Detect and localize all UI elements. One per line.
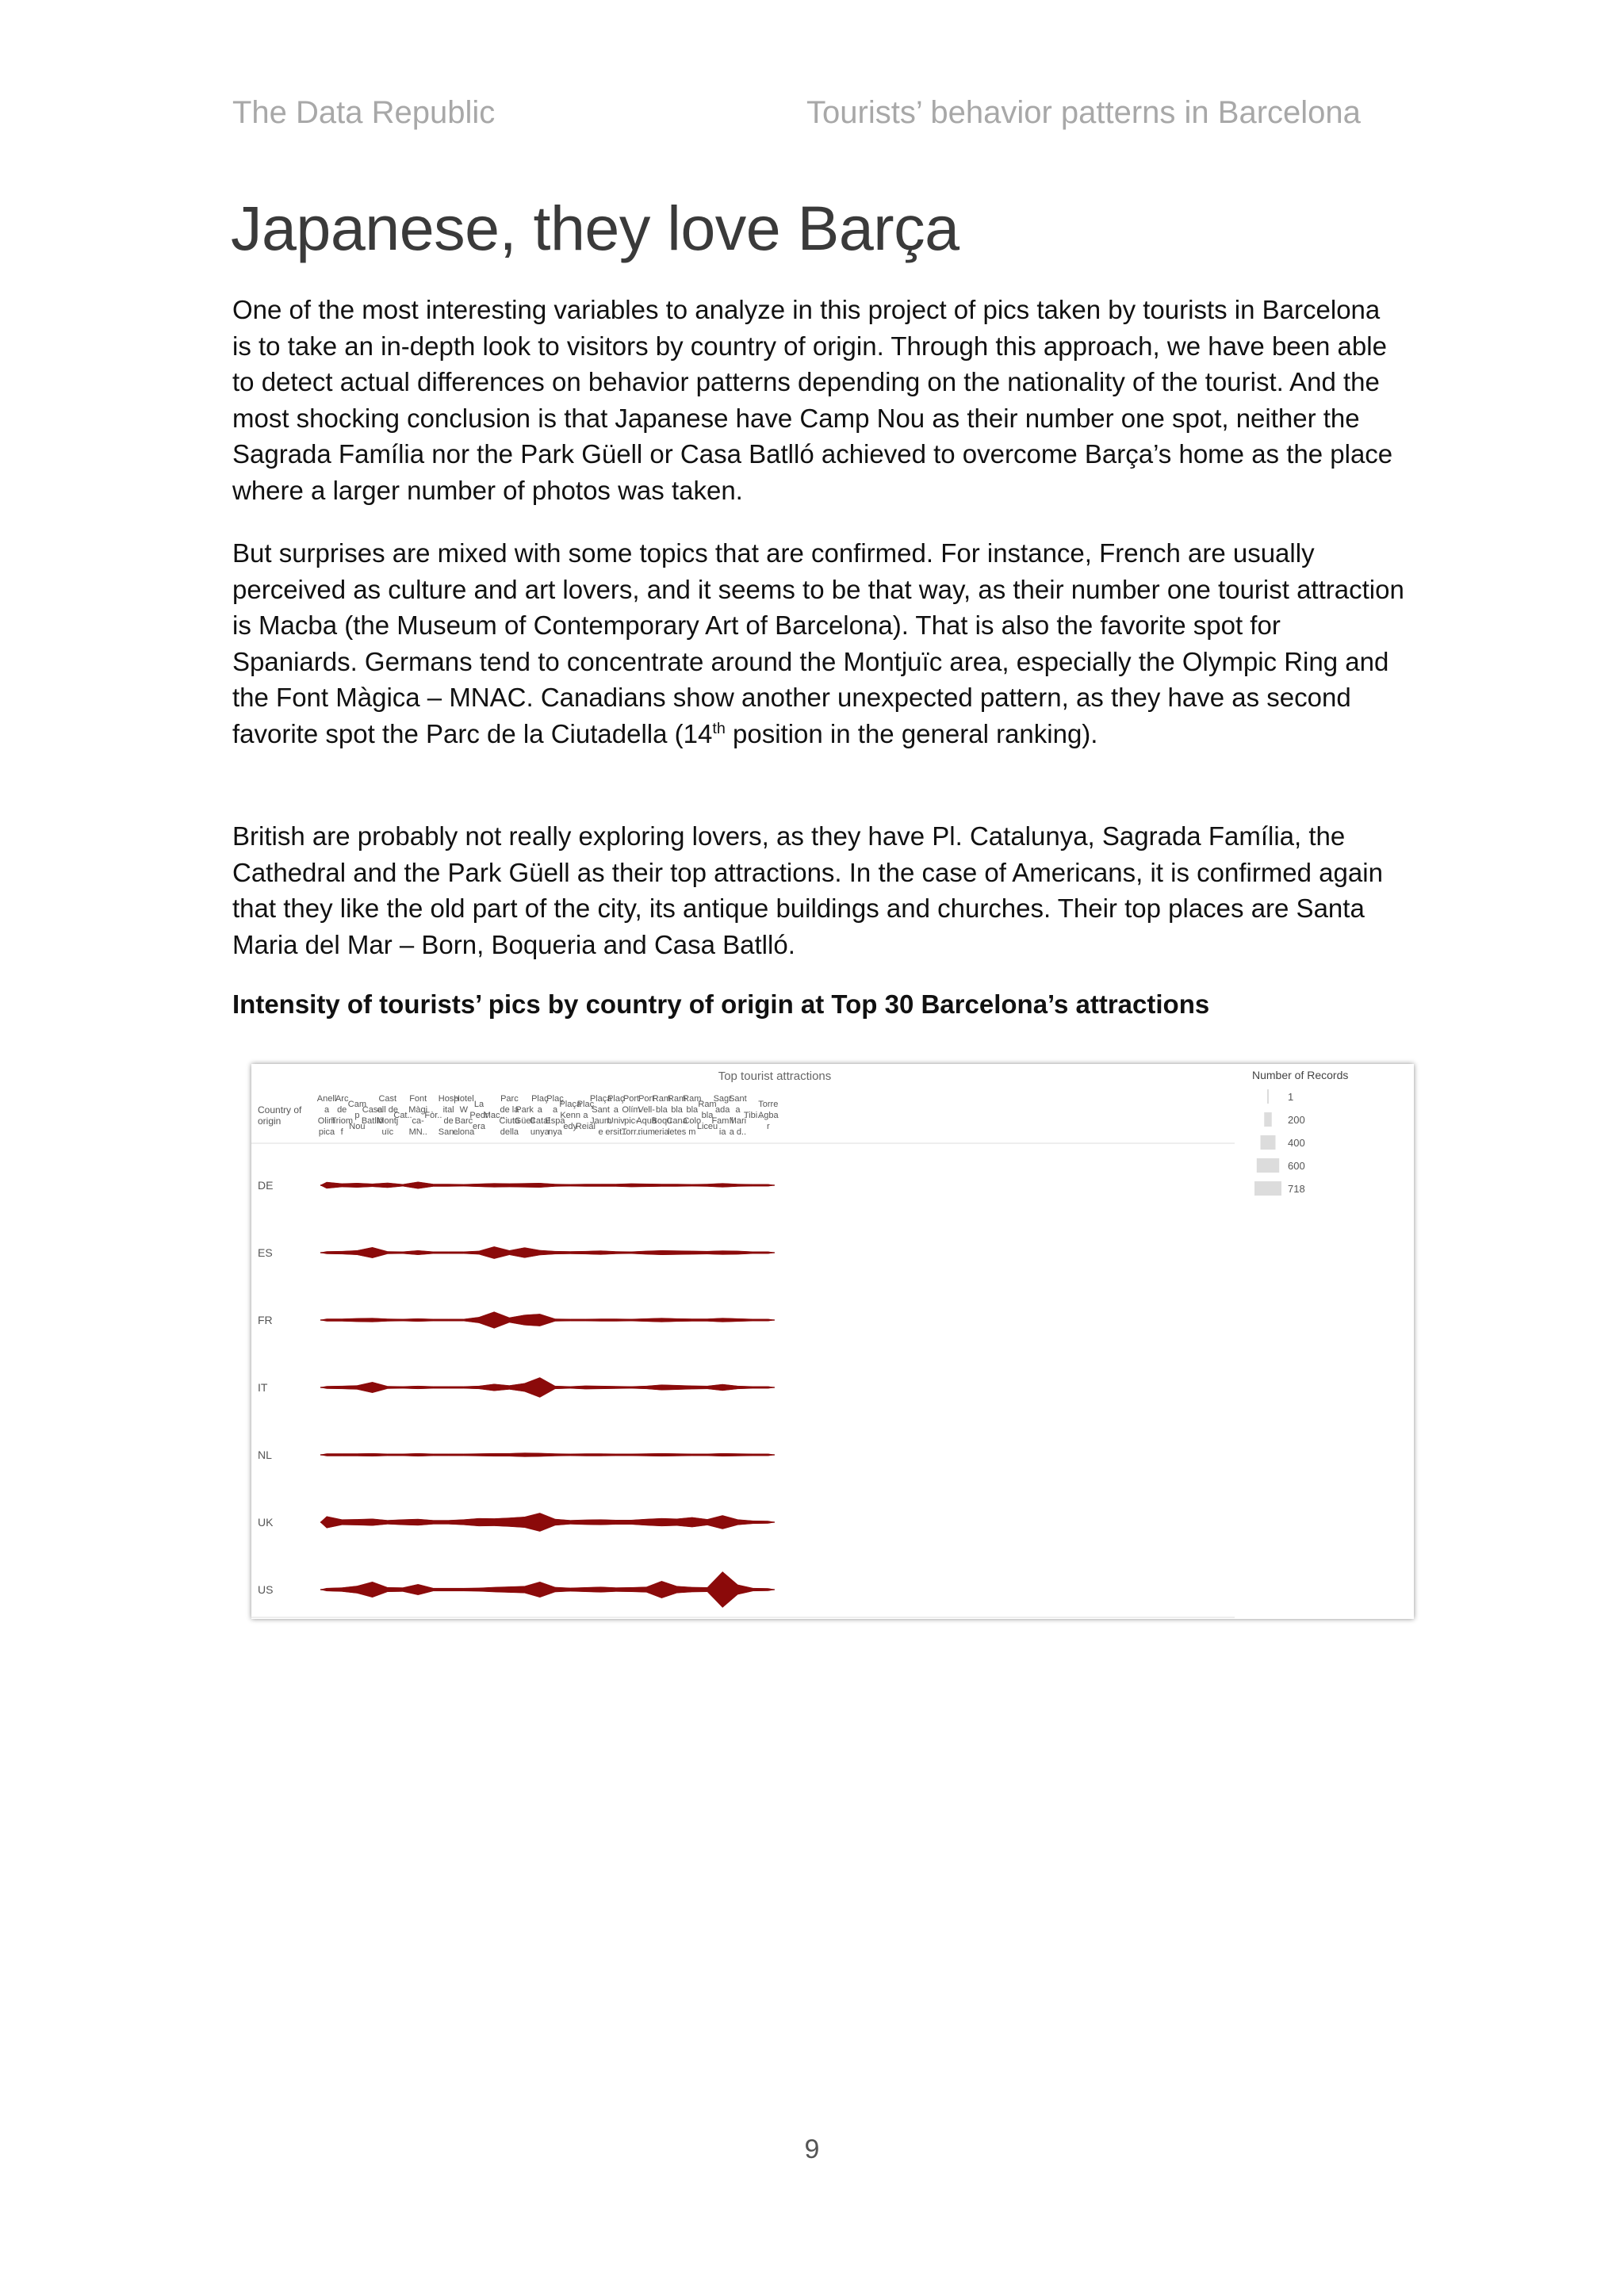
series-shape-us: [320, 1571, 775, 1607]
column-header-label: Famíl: [711, 1116, 733, 1126]
column-header-label: de la: [500, 1105, 519, 1115]
column-header-label: Sant: [729, 1094, 747, 1104]
legend-label: 400: [1288, 1137, 1305, 1149]
column-header-label: Agba: [757, 1111, 779, 1120]
column-header-label: Univ: [607, 1116, 625, 1126]
column-header-label: Olim: [317, 1116, 336, 1126]
column-header-label: a: [735, 1105, 741, 1115]
series-shape-de: [320, 1182, 775, 1189]
column-header-label: Màgi: [408, 1105, 428, 1115]
column-header-label: La: [473, 1100, 485, 1109]
paragraph-2: [232, 535, 1406, 752]
column-header-label: bla: [701, 1111, 714, 1120]
column-header-label: ada: [715, 1105, 730, 1115]
page-title: Japanese, they love Barça: [231, 193, 959, 263]
column-header-label: a: [552, 1105, 558, 1115]
column-header-label: bla: [686, 1105, 699, 1115]
column-header-label: Triom: [331, 1116, 354, 1126]
column-header-label: r: [766, 1122, 770, 1131]
legend-label: 200: [1288, 1114, 1305, 1126]
column-header-label: eria: [654, 1127, 669, 1137]
column-header-label: elona: [453, 1127, 475, 1137]
column-header-label: della: [500, 1127, 519, 1137]
column-header-label: Torre: [758, 1100, 779, 1109]
column-header-label: San..: [438, 1127, 459, 1137]
column-header-label: Plaç: [531, 1094, 549, 1104]
column-header-label: Ram: [652, 1094, 672, 1104]
column-header-label: ia: [718, 1127, 726, 1137]
column-header-label: MN..: [408, 1127, 427, 1137]
column-header-label: letes: [667, 1127, 687, 1137]
column-header-label: de: [337, 1105, 347, 1115]
column-header-label: Cast: [378, 1094, 397, 1104]
column-header-label: unya: [530, 1127, 550, 1137]
column-header-label: Cana: [666, 1116, 688, 1126]
column-header-label: Güell: [514, 1116, 535, 1126]
column-header-label: a: [537, 1105, 542, 1115]
page-number: 9: [804, 2134, 820, 2164]
column-header-label: Fòr..: [424, 1111, 442, 1120]
column-header-label: Port: [622, 1094, 640, 1104]
column-header-label: Ciuta: [499, 1116, 520, 1126]
column-header-label: pica: [318, 1127, 335, 1137]
column-header-label: Sagr: [713, 1094, 732, 1104]
series-shape-fr: [320, 1312, 775, 1329]
legend-swatch: [1254, 1181, 1281, 1196]
column-header-label: de: [443, 1116, 454, 1126]
column-header-label: f: [340, 1127, 343, 1137]
column-header-label: Vell-: [638, 1105, 655, 1115]
legend-title: Number of Records: [1252, 1069, 1349, 1081]
column-header-label: edy: [563, 1122, 578, 1131]
column-header-label: Catal: [529, 1116, 550, 1126]
column-header-label: ca-: [412, 1116, 424, 1126]
row-header-label: Country of: [258, 1104, 302, 1115]
legend-swatch: [1267, 1089, 1269, 1104]
column-header-label: a d..: [729, 1127, 747, 1137]
legend-label: 718: [1288, 1183, 1305, 1195]
column-header-label: ell de: [377, 1105, 398, 1115]
column-header-label: pic-: [624, 1116, 638, 1126]
paragraph-1: One of the most interesting variables to analyze in this project of pics taken by tourists in Barcelona is to take an in-depth look to visitors by country of origin. Through this approach, we have been able to detect actual differences on behavior patterns depending on the nationality of the tourist. And the most shocking conclusion is that Japanese have Camp Nou as their number one spot, neither the Sagrada Família nor the Park Güell or Casa Batlló achieved to overcome Barça’s home as the place where a larger number of photos was taken.: [232, 295, 1393, 505]
header-left: The Data Republic: [232, 95, 496, 130]
column-header-label: Espa: [545, 1116, 565, 1126]
row-header-label: origin: [258, 1115, 282, 1127]
row-label: ES: [258, 1246, 273, 1259]
column-header-label: Parc: [500, 1094, 519, 1104]
column-header-label: Ram: [683, 1094, 702, 1104]
column-header-label: Font: [409, 1094, 427, 1104]
column-header-label: e: [598, 1127, 603, 1137]
tourist-attractions-chart: [251, 1064, 1414, 1619]
series-shape-es: [320, 1246, 775, 1258]
column-header-label: Plaça: [559, 1100, 581, 1109]
chart-title: Top tourist attractions: [718, 1070, 832, 1083]
column-header-label: Mari: [729, 1116, 747, 1126]
column-header-label: Mac..: [483, 1111, 505, 1120]
column-header-label: rium: [638, 1127, 655, 1137]
column-header-label: Montj: [377, 1116, 399, 1126]
row-label: FR: [258, 1314, 273, 1326]
ordinal-suffix: th: [712, 719, 726, 737]
column-header-label: Kenn: [560, 1111, 581, 1120]
legend-label: 600: [1288, 1160, 1305, 1172]
column-header-label: Nou: [349, 1122, 366, 1131]
column-header-label: p: [354, 1111, 360, 1120]
chart-figure: [251, 1064, 1414, 1619]
column-header-label: W: [459, 1105, 468, 1115]
paragraph-2-end: position in the general ranking).: [725, 718, 1098, 748]
column-header-label: Olím: [622, 1105, 641, 1115]
column-header-label: Liceu: [696, 1122, 718, 1131]
column-header-label: Plaç: [607, 1094, 625, 1104]
column-header-label: Arc: [335, 1094, 349, 1104]
column-header-label: Tibi..: [743, 1111, 763, 1120]
row-label: IT: [258, 1381, 268, 1394]
row-label: DE: [258, 1179, 274, 1192]
paragraph-3: British are probably not really exploring lovers, as they have Pl. Catalunya, Sagrada Família, the Cathedral and the Park Güell as their top attractions. In the case of Americans, it is confirmed again that they like the old part of the city, its antique buildings and churches. Their top places are Santa Maria del Mar – Born, Boqueria and Casa Batlló.: [232, 821, 1383, 959]
column-header-label: Plaça: [589, 1094, 612, 1104]
column-header-label: bla: [656, 1105, 668, 1115]
legend-swatch: [1257, 1158, 1279, 1173]
series-shape-nl: [320, 1453, 775, 1457]
column-header-label: Plaç: [546, 1094, 564, 1104]
series-shape-it: [320, 1377, 775, 1397]
column-header-label: Sant: [592, 1105, 610, 1115]
legend-swatch: [1261, 1135, 1276, 1150]
column-header-label: Ram: [667, 1094, 687, 1104]
column-header-label: a: [324, 1105, 330, 1115]
column-header-label: Cam: [347, 1100, 367, 1109]
chart-caption: Intensity of tourists’ pics by country of origin at Top 30 Barcelona’s attractions: [232, 989, 1210, 1019]
legend-label: 1: [1288, 1091, 1294, 1103]
column-header-label: Anell: [316, 1094, 337, 1104]
row-label: NL: [258, 1448, 272, 1461]
column-header-label: a: [613, 1105, 619, 1115]
column-header-label: a: [583, 1111, 588, 1120]
column-header-label: ital: [442, 1105, 454, 1115]
column-header-label: era: [473, 1122, 485, 1131]
header-right: Tourists’ behavior patterns in Barcelona: [806, 95, 1361, 130]
column-header-label: Cat..: [393, 1111, 412, 1120]
column-header-label: Barc: [454, 1116, 473, 1126]
column-header-label: Boqu: [651, 1116, 672, 1126]
column-header-label: Park: [515, 1105, 534, 1115]
column-header-label: Batlló: [361, 1116, 384, 1126]
column-header-label: Casa: [362, 1105, 383, 1115]
column-header-label: Torr..: [621, 1127, 642, 1137]
column-header-label: Jaum: [590, 1116, 612, 1126]
column-header-label: Aquà: [636, 1116, 657, 1126]
paragraph-2-text: But surprises are mixed with some topics that are confirmed. For instance, French are usually perceived as culture and art lovers, and it seems to be that way, as their number one tourist attraction is Macba (the Museum of Contemporary Art of Barcelona). That is also the favorite spot for Spaniards. Germans tend to concentrate around the Montjuïc area, especially the Olympic Ring and the Font Màgica – MNAC. Canadians show another unexpected pattern, as they have as second favorite spot the Parc de la Ciutadella (14: [232, 538, 1404, 748]
column-header-label: Ram: [698, 1100, 717, 1109]
row-label: US: [258, 1583, 274, 1596]
column-header-label: Pedr: [469, 1111, 488, 1120]
column-header-label: m: [688, 1127, 696, 1137]
column-header-label: Port: [638, 1094, 655, 1104]
column-header-label: ersit..: [605, 1127, 627, 1137]
column-header-label: Plaç: [576, 1100, 595, 1109]
column-header-label: nya: [548, 1127, 562, 1137]
column-header-label: bla: [671, 1105, 683, 1115]
column-header-label: Hotel: [453, 1094, 474, 1104]
series-shape-uk: [320, 1513, 775, 1531]
column-header-label: Colo: [683, 1116, 702, 1126]
column-header-label: Hosp: [438, 1094, 459, 1104]
column-header-label: Reial: [575, 1122, 596, 1131]
legend-swatch: [1264, 1112, 1271, 1127]
row-label: UK: [258, 1516, 274, 1529]
column-header-label: uïc: [381, 1127, 394, 1137]
